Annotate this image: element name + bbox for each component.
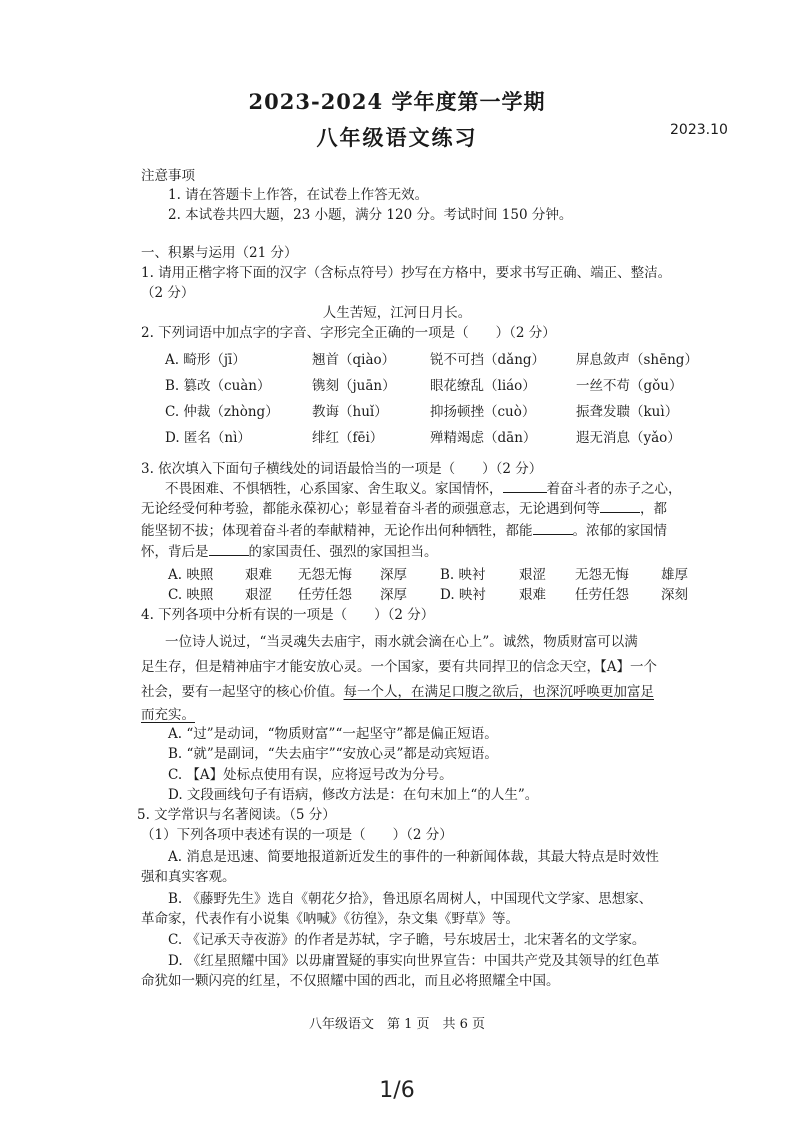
q3-option: 深厚 [380, 567, 407, 583]
q2-option: 抑扬顿挫（cuò） [430, 404, 536, 420]
q5-sub-question: （1）下列各项中表述有误的一项是（ ）（2 分） [141, 827, 453, 843]
answer-blank [533, 522, 573, 535]
notice-item: 2. 本试卷共四大题，23 小题，满分 120 分。考试时间 150 分钟。 [168, 207, 573, 223]
q3-option: A. 映照 [168, 567, 214, 583]
q5-option: B. 《藤野先生》选自《朝花夕拾》，鲁迅原名周树人，中国现代文学家、思想家、 [168, 891, 653, 907]
q3-option: 艰难 [245, 567, 272, 583]
q2-option: 遐无消息（yǎo） [576, 430, 681, 446]
q3-stem: 3. 依次填入下面句子横线处的词语最恰当的一项是（ ）（2 分） [141, 461, 543, 477]
q3-option: 雄厚 [661, 567, 688, 583]
q2-option: 殚精竭虑（dān） [430, 430, 537, 446]
q3-option: 深刻 [661, 587, 688, 603]
exam-subtitle: 八年级语文练习 [316, 125, 478, 150]
q3-option: 艰难 [519, 587, 546, 603]
q4-option: D. 文段画线句子有语病，修改方法是：在句末加上“的人生”。 [168, 787, 539, 803]
q3-option: C. 映照 [168, 587, 214, 603]
q3-passage: 无论经受何种考验，都能永葆初心；彰显着奋斗者的顽强意志，无论遇到何等 ，都 [141, 501, 667, 517]
q5-option: C. 《记承天寺夜游》的作者是苏轼，字子瞻，号东坡居士，北宋著名的文学家。 [168, 932, 646, 948]
q3-option: D. 映衬 [440, 587, 486, 603]
page-footer: 八年级语文 第 1 页 共 6 页 [308, 1017, 486, 1032]
q2-option: A. 畸形（jī） [165, 352, 246, 368]
q2-option: B. 篡改（cuàn） [165, 378, 271, 394]
q2-option: D. 匿名（nì） [165, 430, 251, 446]
q1-score: （2 分） [141, 285, 195, 301]
q3-option: 艰涩 [519, 567, 546, 583]
exam-title: 2023-2024 学年度第一学期 [248, 89, 546, 114]
q3-option: B. 映衬 [440, 567, 486, 583]
q3-option: 艰涩 [245, 587, 272, 603]
answer-blank [600, 500, 640, 513]
exam-date: 2023.10 [670, 122, 728, 138]
answer-blank [209, 543, 249, 556]
q2-option: 锐不可挡（dǎng） [430, 352, 546, 368]
q4-passage: 足生存，但是精神庙宇才能安放心灵。一个国家，要有共同捍卫的信念天空，【A】一个 [141, 659, 657, 675]
q5-stem: 5. 文学常识与名著阅读。（5 分） [137, 807, 336, 823]
q2-option: 翘首（qiào） [312, 352, 396, 368]
q2-option: 镌刻（juān） [312, 378, 396, 394]
notice-heading: 注意事项 [141, 168, 195, 184]
q3-passage: 能坚韧不拔；体现着奋斗者的奉献精神，无论作出何种牺牲，都能 。浓郁的家国情 [141, 523, 667, 539]
q5-option: A. 消息是迅速、简要地报道新近发生的事件的一种新闻体裁，其最大特点是时效性 [168, 849, 659, 865]
q4-option: B. “就”是副词，“失去庙宇”“安放心灵”都是动宾短语。 [168, 746, 498, 762]
q3-passage: 怀，背后是 的家国责任、强烈的家国担当。 [141, 544, 438, 560]
q2-option: 教诲（huǐ） [312, 404, 388, 420]
answer-blank [503, 480, 547, 493]
q3-option: 任劳任怨 [298, 587, 352, 603]
underlined-sentence: 而充实。 [141, 707, 195, 723]
q2-option: 一丝不苟（gǒu） [576, 378, 683, 394]
q5-option: 强和真实客观。 [141, 869, 236, 885]
q2-option: C. 仲裁（zhòng） [165, 404, 279, 420]
q4-option: C. 【A】处标点使用有误，应将逗号改为分号。 [168, 767, 453, 783]
q2-option: 眼花缭乱（liáo） [430, 378, 536, 394]
q4-passage: 一位诗人说过，“当灵魂失去庙宇，雨水就会滴在心上”。诚然，物质财富可以满 [165, 634, 638, 650]
q4-option: A. “过”是动词，“物质财富”“一起坚守”都是偏正短语。 [168, 726, 498, 742]
q3-option: 深厚 [380, 587, 407, 603]
q4-passage [141, 703, 195, 723]
q4-stem: 4. 下列各项中分析有误的一项是（ ）（2 分） [141, 607, 435, 623]
q3-passage: 不畏困难、不惧牺牲，心系国家、舍生取义。家国情怀， 着奋斗者的赤子之心， [165, 481, 682, 497]
q2-option: 振聋发聩（kuì） [576, 404, 679, 420]
page-indicator: 1/6 [379, 1078, 415, 1103]
underlined-sentence: 每一个人，在满足口腹之欲后，也深沉呼唤更加富足 [343, 684, 654, 700]
q2-stem: 2. 下列词语中加点字的字音、字形完全正确的一项是（ ）（2 分） [141, 325, 556, 341]
q5-option: 革命家，代表作有小说集《呐喊》《彷徨》，杂文集《野草》等。 [141, 911, 519, 927]
q3-option: 无怨无悔 [298, 567, 352, 583]
section-heading: 一、积累与运用（21 分） [141, 245, 298, 261]
notice-item: 1. 请在答题卡上作答，在试卷上作答无效。 [168, 187, 429, 203]
q2-option: 绯红（fēi） [312, 430, 384, 446]
q4-passage: 社会，要有一起坚守的核心价值。每一个人，在满足口腹之欲后，也深沉呼唤更加富足 [141, 684, 654, 700]
q1-quote: 人生苦短，江河日月长。 [322, 305, 472, 321]
q5-option: 命犹如一颗闪亮的红星，不仅照耀中国的西北，而且必将照耀全中国。 [141, 973, 560, 989]
q1-stem: 1. 请用正楷字将下面的汉字（含标点符号）抄写在方格中，要求书写正确、端正、整洁。 [141, 265, 672, 281]
q3-option: 无怨无悔 [575, 567, 629, 583]
q3-option: 任劳任怨 [575, 587, 629, 603]
q5-option: D. 《红星照耀中国》以毋庸置疑的事实向世界宣告：中国共产党及其领导的红色革 [168, 953, 660, 969]
q2-option: 屏息敛声（shēng） [576, 352, 698, 368]
